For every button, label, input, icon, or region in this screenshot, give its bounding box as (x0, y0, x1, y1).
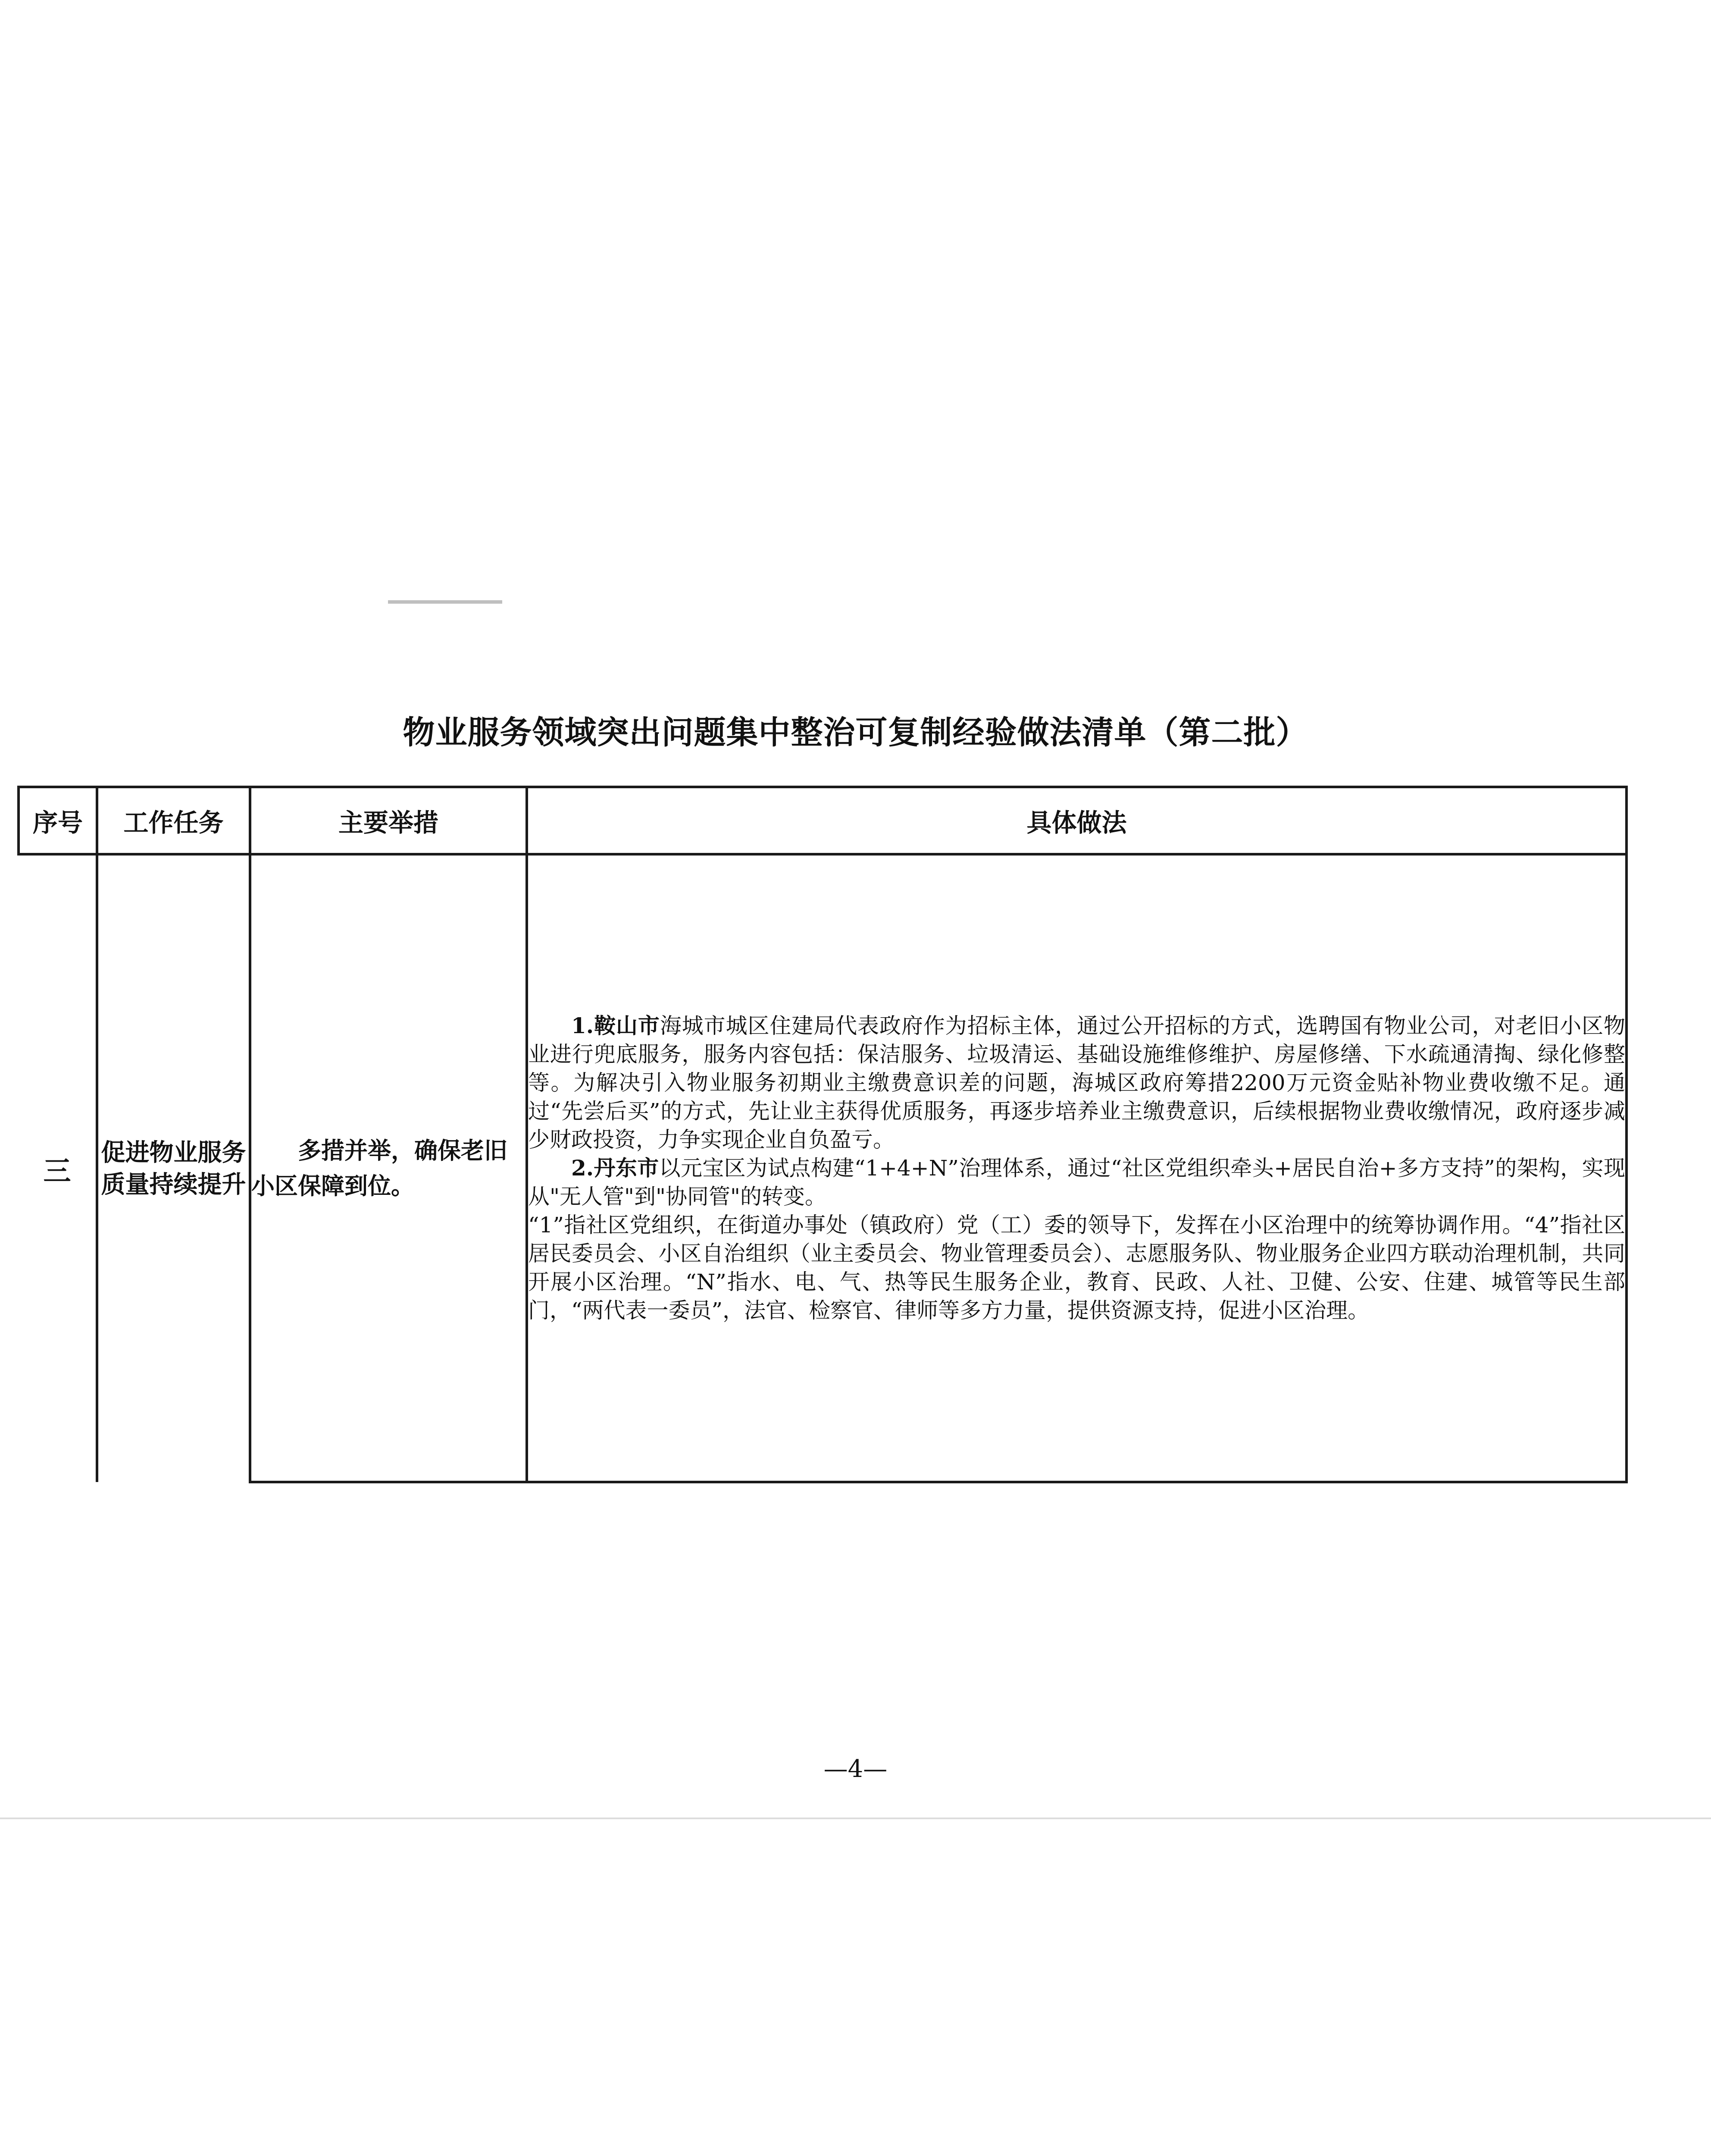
table-row (19, 854, 1627, 1482)
header-seq: 序号 (19, 787, 97, 854)
practice-dandong-note: “1”指社区党组织，在街道办事处（镇政府）党（工）委的领导下，发挥在小区治理中的统筹协调作用。“4”指社区居民委员会、小区自治组织（业主委员会、物业管理委员会）、志愿服务队、物业服务企业四方联动治理机制，共同开展小区治理。“N”指水、电、气、热等民生服务企业，教育、民政、人社、卫健、公安、住建、城管等民生部门，“两代表一委员”，法官、检察官、律师等多方力量，提供资源支持，促进小区治理。 (528, 1213, 1625, 1323)
header-detail: 具体做法 (527, 787, 1627, 854)
page-number: —4— (823, 1755, 888, 1783)
header-task: 工作任务 (97, 787, 250, 854)
row-task: 促进物业服务质量持续提升 (97, 854, 250, 1482)
row-measure-text: 多措并举，确保老旧小区保障到位。 (251, 1137, 507, 1200)
document-title: 物业服务领域突出问题集中整治可复制经验做法清单（第二批） (403, 714, 1308, 751)
row-measure (250, 854, 527, 1482)
practice-anshan-text: 海城市城区住建局代表政府作为招标主体，通过公开招标的方式，选聘国有物业公司，对老旧小区物业进行兜底服务，服务内容包括：保洁服务、垃圾清运、基础设施维修维护、房屋修缮、下水疏通清掏、绿化修整等。为解决引入物业服务初期业主缴费意识差的问题，海城区政府筹措2200万元资金贴补物业费收缴不足。通过“先尝后买”的方式，先让业主获得优质服务，再逐步培养业主缴费意识，后续根据物业费收缴情况，政府逐步减少财政投资，力争实现企业自负盈亏。 (528, 1013, 1625, 1152)
practice-anshan (528, 1012, 1625, 1154)
scan-fold-line (0, 1818, 1711, 1819)
row-detail (527, 854, 1627, 1482)
practice-anshan-city: 1.鞍山市 (571, 1013, 660, 1038)
header-measure: 主要举措 (250, 787, 527, 854)
practices-table (17, 786, 1628, 1483)
practice-dandong-text: 以元宝区为试点构建“1+4+N”治理体系，通过“社区党组织牵头+居民自治+多方支持”的架构，实现从"无人管"到"协同管"的转变。 (528, 1156, 1625, 1209)
row-seq: 三 (19, 854, 97, 1482)
scan-artifact-line (388, 600, 502, 604)
table-header-row (19, 787, 1627, 854)
practice-dandong (528, 1154, 1625, 1211)
practice-dandong-city: 2.丹东市 (571, 1155, 659, 1181)
